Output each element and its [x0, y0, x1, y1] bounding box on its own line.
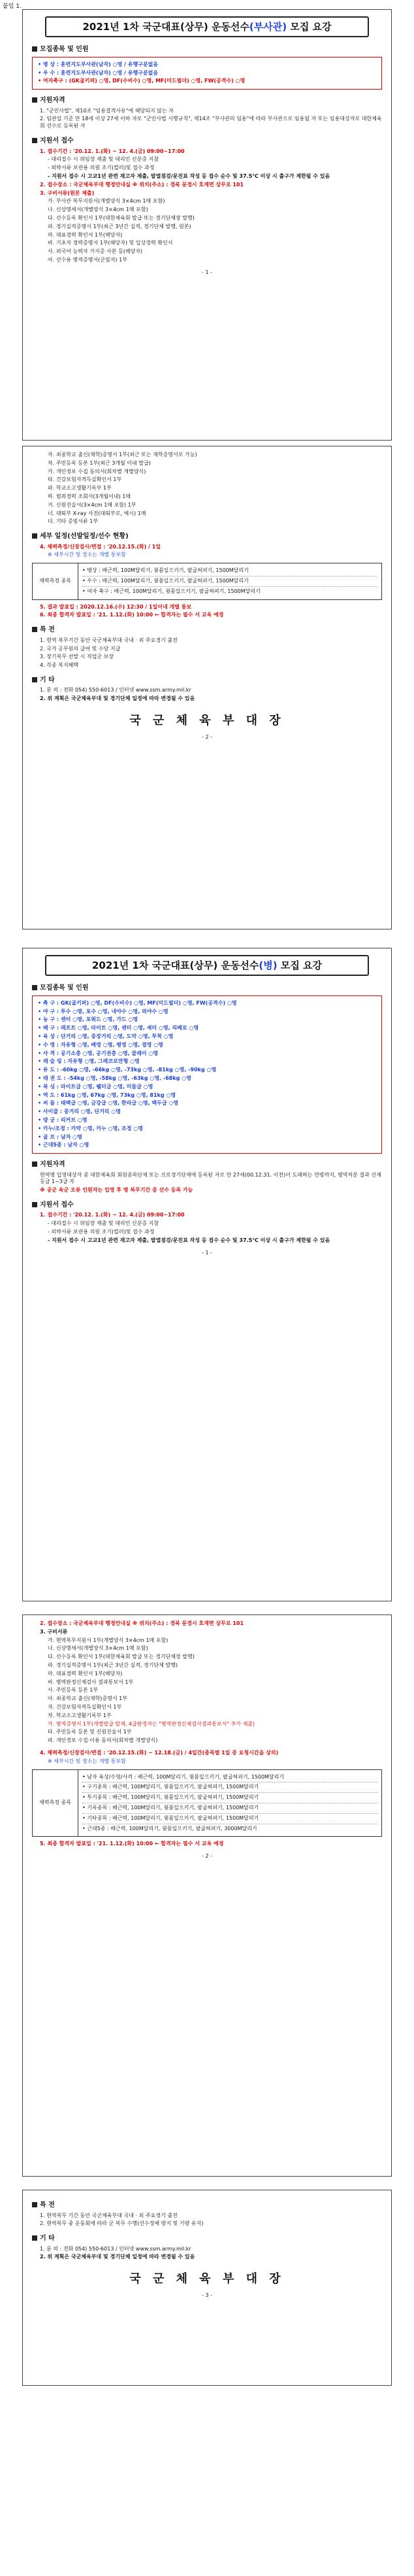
doc2-page2: 2. 접수장소 : 국군체육부대 행정안내실 ※ 위치(주소) : 경북 문경시 호계면 상무로 101 3. 구비서류 가. 현역복무지원서 1부(개별양식 3×4cm 1매 포함) 나. 신상명세서(개별양식 3×4cm 1매 포함) 다. 선수등록 확인서 1부(대한체육회 발급 또는 경기단체장 발행) 라. 경기실적증명서 1부(최근 3년간 실적, 경기단체 발행) 마. 대표경력 확인서 1부(해당자) 바. 병역판정신체검사 결과통보서 1부 사. 주민등록 등본 1부 아. 최종학교 출신(재학)증명서 1부 자. 건강보험자격득실확인서 1부 차. 학교소고생활기록부 1부 카. 병적증명서 1부(개별발급 탑재, 4급판정자는 "병역판정신체검사결과통보서" 추가 제출) 타. 주민등록 등본 및 신원진술서 1부 파. 개인정보 수집·이용 동의서(회차별 개별양식) 4. 체력측정/신장검사/면접 : '20.12.15.(화) ~ 12.18.(금) / 4일간(종목별 1일 중 요청시간을 상의) ※ 세부시간 및 장소는 개별 통보함 체력측정 종목 • 남자 육상/수영/사격 : 배근력, 100M달리기, 윗몸일으키기, 팔굽혀펴기, 1500M달리기 • 구기종목 : 배근력, 100M달리기, 윗몸일으키기, 팔굽혀펴기, 1500M달리기 • 투기종목 : 배근력, 100M달리기, 윗몸일으키기, 팔굽혀펴기, 1500M달리기 • 기록종목 : 배근력, 100M달리기, 윗몸일으키기, 팔굽혀펴기, 1500M달리기 • 기타종목 : 배근력, 100M달리기, 윗몸일으키기, 팔굽혀펴기, 1500M달리기 • 근대5종 : 배근력, 100M달리기, 윗몸일으키기, 팔굽혀펴기, 3000M달리기 5. 최종 합격자 발표일 : '21. 1.12.(화) 10:00 ← 합격자는 필수 서 교육 예정 - 2 - [22, 1614, 392, 2177]
doc2-org-signature: 국 군 체 육 부 대 장 [129, 2272, 285, 2286]
doc2-title: 2021년 1차 국군대표(상무) 운동선수(병) 모집 요강 [45, 955, 369, 976]
doc2-qual-heading: 지원자격 [32, 1160, 382, 1169]
doc2-recruit-heading: 모집종목 및 인원 [32, 984, 382, 993]
doc2-page1: 2021년 1차 국군대표(상무) 운동선수(병) 모집 요강 모집종목 및 인원 • 축 구 : GK(골키퍼) ○명, DF(수비수) ○명, MF(미드필더) ○명, FW(공격수) ○명 • 야 구 : 투수 ○명, 포수 ○명, 내야수 ○명, 외야수 ○명 • 농 구 : 센터 ○명, 포워드 ○명, 가드 ○명 • 배 구 : 레프트 ○명, 라이트 ○명, 센터 ○명, 세터 ○명, 리베로 ○명 • 육 상 : 단거리 ○명, 중장거리 ○명, 도약 ○명, 투척 ○명 • 수 영 : 자유형 ○명, 배영 ○명, 평영 ○명, 접영 ○명 • 사 격 : 공기소총 ○명, 공기권총 ○명, 클레이 ○명 • 레 슬 링 : 자유형 ○명, 그레코로만형 ○명 • 유 도 : -60kg ○명, -66kg ○명, -73kg ○명, -81kg ○명, -90kg ○명 • 태 권 도 : -54kg ○명, -58kg ○명, -63kg ○명, -68kg ○명 • 복 싱 : 라이트급 ○명, 웰터급 ○명, 미들급 ○명 • 역 도 : 61kg ○명, 67kg ○명, 73kg ○명, 81kg ○명 • 씨 름 : 태백급 ○명, 금강급 ○명, 한라급 ○명, 백두급 ○명 • 사이클 : 중거리 ○명, 단거리 ○명 • 양 궁 : 리커브 ○명 • 카누/조정 : 카약 ○명, 카누 ○명, 조정 ○명 • 골 프 : 남자 ○명 • 근대5종 : 남자 ○명 지원자격 현역병 입영대상자 중 대한체육회 회원종목단체 또는 프로경기단체에 등록된 자로 만 27세(00.12.31. 이전)이 도래하는 연령까지, 병역처분 결과 신체등급 1~3급 자 ※ 공군 육군 오류 인원자는 입영 후 병 복무기간 중 선수 등록 가능 지원서 접수 1. 접수기간 : '20.12. 1.(화) ~ 12. 4.(금) 09:00~17:00 - 대리접수 시 위임장 제출 및 대리인 신분증 지참 - 외박서류 보관용 의원 조기(컬러)및 접수 과정 - 지원서 접수 시 고교1년 관련 재고자 제출, 발열점검/문진표 작성 등 접수 순수 및 37.5℃ 이상 시 출구가 제한될 수 있음 - 1 - [22, 948, 392, 1601]
doc1-sched-heading: 세부 일정(선발일정/선수 현황) [32, 532, 382, 541]
doc1-recruit-box: • 병 상 : 훈련지도부사관(남자) ○명 / 유행구분없음 • 우 수 : 훈련지도부사관(남자) ○명 / 유행구분없음 • 여자축구 : (GK골키퍼) ○명, DF(수비수) ○명, MF(미드필더) ○명, FW(공격수) ○명 [32, 57, 382, 90]
doc1-benefits-heading: 특 전 [32, 626, 382, 635]
doc1-org-signature: 국 군 체 육 부 대 장 [129, 714, 285, 728]
doc2-app-heading: 지원서 접수 [32, 1201, 382, 1210]
doc2-benefits-heading: 특 전 [32, 2201, 382, 2210]
doc1-qual-heading: 지원자격 [32, 96, 382, 105]
doc1-app-heading: 지원서 접수 [32, 137, 382, 146]
doc1-other-heading: 기 타 [32, 676, 382, 685]
doc2-fitness-table: 체력측정 종목 • 남자 육상/수영/사격 : 배근력, 100M달리기, 윗몸일으키기, 팔굽혀펴기, 1500M달리기 • 구기종목 : 배근력, 100M달리기, 윗몸일으키기, 팔굽혀펴기, 1500M달리기 • 투기종목 : 배근력, 100M달리기, 윗몸일으키기, 팔굽혀펴기, 1500M달리기 • 기록종목 : 배근력, 100M달리기, 윗몸일으키기, 팔굽혀펴기, 1500M달리기 • 기타종목 : 배근력, 100M달리기, 윗몸일으키기, 팔굽혀펴기, 1500M달리기 • 근대5종 : 배근력, 100M달리기, 윗몸일으키기, 팔굽혀펴기, 3000M달리기 [32, 1769, 382, 1837]
doc1-recruit-heading: 모집종목 및 인원 [32, 45, 382, 54]
attachment-tag: 붙임 1. [3, 3, 22, 10]
doc2-sports-box: • 축 구 : GK(골키퍼) ○명, DF(수비수) ○명, MF(미드필더) ○명, FW(공격수) ○명 • 야 구 : 투수 ○명, 포수 ○명, 내야수 ○명, 외야수 ○명 • 농 구 : 센터 ○명, 포워드 ○명, 가드 ○명 • 배 구 : 레프트 ○명, 라이트 ○명, 센터 ○명, 세터 ○명, 리베로 ○명 • 육 상 : 단거리 ○명, 중장거리 ○명, 도약 ○명, 투척 ○명 • 수 영 : 자유형 ○명, 배영 ○명, 평영 ○명, 접영 ○명 • 사 격 : 공기소총 ○명, 공기권총 ○명, 클레이 ○명 • 레 슬 링 : 자유형 ○명, 그레코로만형 ○명 • 유 도 : -60kg ○명, -66kg ○명, -73kg ○명, -81kg ○명, -90kg ○명 • 태 권 도 : -54kg ○명, -58kg ○명, -63kg ○명, -68kg ○명 • 복 싱 : 라이트급 ○명, 웰터급 ○명, 미들급 ○명 • 역 도 : 61kg ○명, 67kg ○명, 73kg ○명, 81kg ○명 • 씨 름 : 태백급 ○명, 금강급 ○명, 한라급 ○명, 백두급 ○명 • 사이클 : 중거리 ○명, 단거리 ○명 • 양 궁 : 리커브 ○명 • 카누/조정 : 카약 ○명, 카누 ○명, 조정 ○명 • 골 프 : 남자 ○명 • 근대5종 : 남자 ○명 [32, 995, 382, 1154]
doc2-page3: 특 전 1. 현역복무 기간 동안 국군체육부대 국내 · 외 주요경기 출전 2. 현역복무 중 운동회에 따라 군 복무 수행(선수정예 방지 및 기량 유지) 기 타 1. 문 의 : 전화 054) 550-6013 / 인터넷 www.ssm.army.mil.kr 2. 위 계획은 국군체육부대 및 경기단체 일정에 따라 변경될 수 있음 국 군 체 육 부 대 장 - 3 - [22, 2190, 392, 2386]
doc1-title: 2021년 1차 국군대표(상무) 운동선수(부사관) 모집 요강 [45, 16, 369, 37]
doc1-page1: 2021년 1차 국군대표(상무) 운동선수(부사관) 모집 요강 모집종목 및 인원 • 병 상 : 훈련지도부사관(남자) ○명 / 유행구분없음 • 우 수 : 훈련지도부사관(남자) ○명 / 유행구분없음 • 여자축구 : (GK골키퍼) ○명, DF(수비수) ○명, MF(미드필더) ○명, FW(공격수) ○명 지원자격 1. "군인사법", 제10조 "임용결격사유"에 해당되지 않는 자 2. 임관일 기준 만 18세 이상 27세 이하 자로 "군인사법 시행규칙", 제14조 "부사관의 임용"에 따라 부사관으로 임용될 자 또는 임용대상자로 대한체육회 선수로 등록된 자 지원서 접수 1. 접수기간 : '20.12. 1.(화) ~ 12. 4.(금) 09:00~17:00 - 대리접수 시 위임장 제출 및 대리인 신분증 지참 - 외박서류 보관용 의원 조기(컬러)및 접수 과정 - 지원서 접수 시 고교1년 관련 재고자 제출, 발열점검/문진표 작성 등 접수 순수 및 37.5℃ 이상 시 출구가 제한될 수 있음 2. 접수장소 : 국군체육부대 행정안내실 ※ 위치(주소) : 경북 문경시 호계면 상무로 101 3. 구비서류(원본 제출) 가. 부사관 복무지원서(개별양식 3×4cm 1매 포함) 나. 신상명세서(개별양식 3×4cm 1매 포함) 다. 선수등록 확인서 1부(대한체육회 발급 또는 경기단체장 발행) 라. 경기실적증명서 1부(최근 3년간 실적, 경기단체 발행, 원본) 마. 대표경력 확인서 1부(해당자) 바. 기초자 경력증명서 1부(해당자) 및 입상경력 확인서 사. 외국어 능력자 가지증 사본 등(해당자) 아. 선수용 병적증명서(군필자) 1부 - 1 - [22, 9, 392, 441]
doc1-page2: 자. 최종학교 출신(재학)증명서 1부(최근 또는 재학증명서로 가능) 차. 주민등록 등본 1부(최근 3개월 이내 발급) 카. 개인정보 수집 동의서(회차별 개별양식) 타. 건강보험자격득실확인서 1부 파. 학교소고생활기록부 1부 하. 범죄경력 조회서(3개월이내) 1매 거. 신원진술서(3×4cm 1매 포함) 1부 너. 대퇴부 X-ray 사진(대퇴부로, 예시) 1매 더. 기타 증빙서류 1부 세부 일정(선발일정/선수 현황) 4. 체력측정/신장검사/면접 : '20.12.15.(화) / 1일 ※ 세부시간 및 장소는 개별 통보함 체력측정 종목 • 병상 : 배근력, 100M달리기, 윗몸일으키기, 팔굽혀펴기, 1500M달리기 • 우수 : 배근력, 100M달리기, 윗몸일으키기, 팔굽혀펴기, 1500M달리기 • 여자 축구 : 배근력, 100M달리기, 윗몸일으키기, 팔굽혀펴기, 1500M달리기 5. 결과 발표일 : 2020.12.16.(수) 12:30 / 1일이내 개별 통보 6. 최종 합격자 발표일 : '21. 1.12.(화) 10:00 ← 합격자는 필수 서 교육 예정 특 전 1. 현역 복무기간 동안 국군체육부대 국내 · 외 주요경기 출전 2. 국가 공무원의 급여 및 수당 지급 3. 장기복무 선발 시 직업군 보장 4. 각종 복지혜택 기 타 1. 문 의 : 전화 054) 550-6013 / 인터넷 www.ssm.army.mil.kr 2. 위 계획은 국군체육부대 및 경기단체 일정에 따라 변경될 수 있음 국 군 체 육 부 대 장 - 2 - [22, 446, 392, 929]
doc1-fitness-table: 체력측정 종목 • 병상 : 배근력, 100M달리기, 윗몸일으키기, 팔굽혀펴기, 1500M달리기 • 우수 : 배근력, 100M달리기, 윗몸일으키기, 팔굽혀펴기, 1500M달리기 • 여자 축구 : 배근력, 100M달리기, 윗몸일으키기, 팔굽혀펴기, 1500M달리기 [32, 563, 382, 599]
doc2-other-heading: 기 타 [32, 2234, 382, 2243]
